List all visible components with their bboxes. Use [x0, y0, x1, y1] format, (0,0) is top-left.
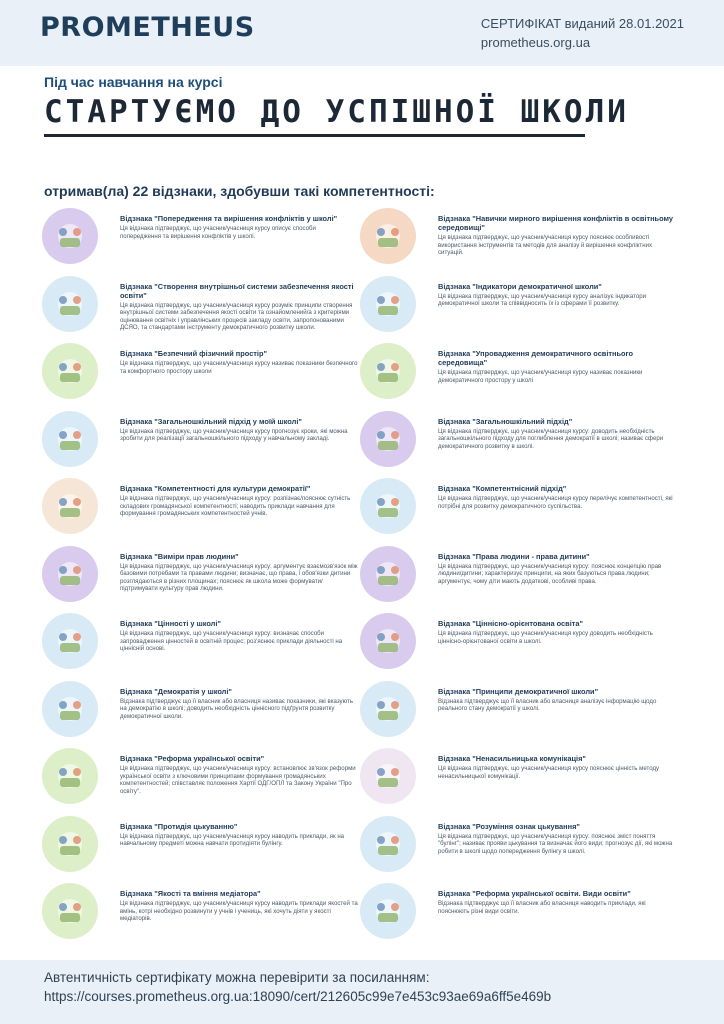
network-icon [42, 546, 98, 602]
badge-title: Відзнака "Якості та вміння медіатора" [120, 889, 261, 898]
badge-title: Відзнака "Виміри прав людини" [120, 551, 239, 561]
puzzle-icon [360, 276, 416, 332]
book-icon [360, 613, 416, 669]
badge-title: Відзнака "Ненасильницька комунікація" [438, 754, 586, 763]
house-diamond-icon [42, 613, 98, 669]
badge-description: Ця відзнака підтверджує, що учасник/учасниця курсу описує способи попередження та вирішення конфліктів у школі. [120, 225, 316, 240]
badge-title: Відзнака "Упровадження демократичного освітнього середовища" [438, 349, 634, 367]
badge-title: Відзнака "Реформа української освіти. Види освіти" [438, 889, 631, 898]
badge-item [42, 748, 362, 810]
badge-item [42, 681, 362, 743]
badge-description: Ця відзнака підтверджує, що учасник/учасниця курсу пояснює цінність методу ненасильницької комунікації. [438, 765, 660, 780]
people-conflict-icon [42, 208, 98, 264]
thermometer-icon [360, 681, 416, 737]
badge-title: Відзнака "Реформа української освіти" [120, 754, 265, 763]
prometheus-logo[interactable] [40, 12, 255, 43]
badge-title: Відзнака "Загальношкільний підхід у моїй школі" [120, 416, 302, 426]
badge-item [42, 816, 362, 878]
hand-plant-icon [42, 478, 98, 534]
badge-title: Відзнака "Цінності у школі" [120, 619, 221, 628]
badge-description: Ця відзнака підтверджує, що учасник/учасниця курсу називає показники безпечного та комфортного простору школи [120, 360, 358, 375]
badge-description: Ця відзнака підтверджує, що учасник/учасниця курсу аналізує індикатори демократичної школи та співвідносить їх із сферами її розвитку. [438, 292, 647, 308]
badge-title: Відзнака "Компетентнісний підхід" [438, 484, 567, 493]
kids-icon [42, 816, 98, 872]
badge-item [360, 613, 680, 675]
badge-item [42, 613, 362, 675]
badge-item [360, 883, 680, 945]
badge-title: Відзнака "Права людини - права дитини" [438, 551, 590, 561]
badges-summary: отримав(ла) 22 відзнаки, здобувши такі компетентності: [44, 183, 435, 199]
badge-item [360, 208, 680, 270]
certificate-info [481, 14, 684, 52]
header-bar [0, 0, 724, 66]
badge-item [360, 816, 680, 878]
badge-description: Ця відзнака підтверджує, що учасник/учасниця курсу прогнозує кроки, які можна зробити для реалізації загальношкільного підходу у навчальному закладі. [120, 427, 348, 443]
badge-item [360, 343, 680, 405]
badge-description: Ця відзнака підтверджує, що учасник/учасниця курсу називає показники демократичного простору у школі [438, 369, 643, 384]
course-title: СТАРТУЄМО ДО УСПІШНОЇ ШКОЛИ [44, 94, 629, 130]
badge-title: Відзнака "Протидія цькуванню" [120, 821, 238, 831]
title-underline [44, 134, 585, 137]
checklist-icon [360, 478, 416, 534]
badge-description: Відзнака підтверджує що її власник або власниця називає показники, які вказують на демократію в школі; доводить необхідність ціннісного підґрунтя розвитку демократичної школи. [120, 697, 354, 720]
badge-description: Ця відзнака підтверджує, що учасник/учасниця курсу доводить необхідність ціннісно-орієнтованої освіти в школі. [438, 630, 653, 645]
badge-description: Ця відзнака підтверджує, що учасник/учасниця курсу наводить приклади якостей та вмінь, котрі необхідно розвинути у учнів і учениць, які хочуть діяти у якості медіаторів. [120, 900, 358, 923]
color-circles-icon [42, 411, 98, 467]
badge-title: Відзнака "Створення внутрішньої системи забезпечення якості освіти" [120, 281, 354, 300]
badge-title: Відзнака "Загальношкільний підхід" [438, 416, 573, 426]
badge-item [360, 681, 680, 743]
badge-description: Ця відзнака підтверджує, що учасник/учасниця курсу: пояснює концепцію прав людини/дитини; характеризує принципи, на яких базуються права людини; аргументує, чому діти мають додаткові, особливі права. [438, 562, 662, 585]
badge-description: Ця відзнака підтверджує, що учасник/учасниця курсу: доводить необхідність загальношкільного підходу для поглиблення демократії в школі; називає сфери демократичного розвитку в школі. [438, 427, 664, 450]
school-icon [42, 748, 98, 804]
badge-description: Відзнака підтверджує що її власник або власниця аналізує інформацію щодо реального стану демократії у школі. [438, 697, 657, 713]
school-check-icon [360, 343, 416, 399]
raised-hands-icon [42, 681, 98, 737]
badge-description: Ця відзнака підтверджує, що учасник/учасниця курсу пояснює особливості використання інструментів та методів для аналізу й вирішення конфліктних ситуацій. [438, 234, 653, 257]
badge-title: Відзнака "Демократія у школі" [120, 686, 232, 696]
course-intro: Під час навчання на курсі [44, 74, 223, 90]
team-icon [42, 276, 98, 332]
badge-description: Ця відзнака підтверджує, що учасник/учасниця курсу: пояснює зміст поняття "булінг"; називає прояви цькування та визначає його види; прогнозує дії, які можна робити в школі щодо попередження булінгу в школі. [438, 832, 673, 855]
verification-note [44, 968, 551, 1006]
badge-description: Ця відзнака підтверджує, що учасник/учасниця курсу: розпізнає/пояснює сутність складових громадянської компетентності; наводить приклади навчання для формування громадянських компетентностей учнів. [120, 495, 351, 518]
badge-title: Відзнака "Індикатори демократичної школи" [438, 281, 602, 291]
badge-item [42, 546, 362, 608]
badge-description: Ця відзнака підтверджує, що учасник/учасниця курсу перелічує компетентності, які потрібні для розвитку демократичного суспільства. [438, 495, 673, 510]
certificate-issued: СЕРТИФІКАТ виданий 28.01.2021 [480, 16, 684, 31]
badge-description: Ця відзнака підтверджує, що учасник/учасниця курсу розуміє принципи створення внутрішньої системи забезпечення якості освіти та ознайомлений/а з критеріями оцінювання освітніх і управлінських процесів закладу освіти, запропонованими ДСЯО, та стандартами інструменту демократичного розвитку школи. [120, 301, 353, 332]
verification-label: Автентичність сертифікату можна перевірити за посиланням: [44, 970, 430, 985]
building-icon [360, 411, 416, 467]
site-link[interactable]: prometheus.org.ua [480, 35, 591, 50]
badge-item [360, 748, 680, 810]
badge-title: Відзнака "Ціннісно-орієнтована освіта" [438, 619, 583, 628]
verification-url[interactable]: https://courses.prometheus.org.ua:18090/cert/212605c99e7e453c93ae69a6ff5e469b [44, 989, 552, 1004]
badge-item [42, 343, 362, 405]
crowd-icon [42, 883, 98, 939]
badge-item [360, 546, 680, 608]
badge-description: Ця відзнака підтверджує, що учасник/учасниця курсу наводить приклади, як на навчальному предметі можна навчати протидіяти булінгу. [120, 832, 345, 848]
badge-title: Відзнака "Принципи демократичної школи" [438, 686, 599, 696]
wheelchair-icon [360, 748, 416, 804]
logo-text: PROMETHEUS [40, 12, 255, 43]
badge-description: Ця відзнака підтверджує, що учасник/учасниця курсу: аргументує взаємозв'язок між базовими потребами та правами людини; визначає, що права, і обов'язки дитини розглядаються в різних площинах; пояснює як школа може формувати/ підтримувати культуру прав людини. [120, 562, 358, 593]
hands-circle-icon [360, 208, 416, 264]
badge-title: Відзнака "Компетентності для культури демократії" [120, 484, 311, 493]
badge-item [42, 883, 362, 945]
scales-icon [360, 546, 416, 602]
badge-item [42, 276, 362, 338]
badge-item [42, 208, 362, 270]
badge-title: Відзнака "Попередження та вирішення конфліктів у школі" [120, 214, 338, 223]
badge-item [42, 411, 362, 473]
badge-description: Ця відзнака підтверджує, що учасник/учасниця курсу: встановлює зв'язок реформи української освіти з ключовими принципами формування громадянських компетентностей; співставляє положення Хартії ОДГ/ОПЛ та Закону України "Про освіту". [120, 765, 356, 795]
badge-title: Відзнака "Безпечний фізичний простір" [120, 349, 267, 358]
box-icon [42, 343, 98, 399]
group-icon [360, 816, 416, 872]
badge-title: Відзнака "Розуміння ознак цькування" [438, 821, 580, 831]
badge-item [360, 276, 680, 338]
badge-item [360, 478, 680, 540]
badge-description: Відзнака підтверджує що її власник або власниця наводить приклади, які пояснюють різні види освіти. [438, 900, 646, 915]
badge-item [360, 411, 680, 473]
badge-title: Відзнака "Навички мирного вирішення конфліктів в освітньому середовищі" [438, 214, 674, 232]
shapes-icon [360, 883, 416, 939]
badge-item [42, 478, 362, 540]
badge-description: Ця відзнака підтверджує, що учасник/учасниця курсу: визначає способи запровадження цінностей в освітній процес; роз'яснює приклади діяльності на ціннісній основі. [120, 630, 343, 653]
